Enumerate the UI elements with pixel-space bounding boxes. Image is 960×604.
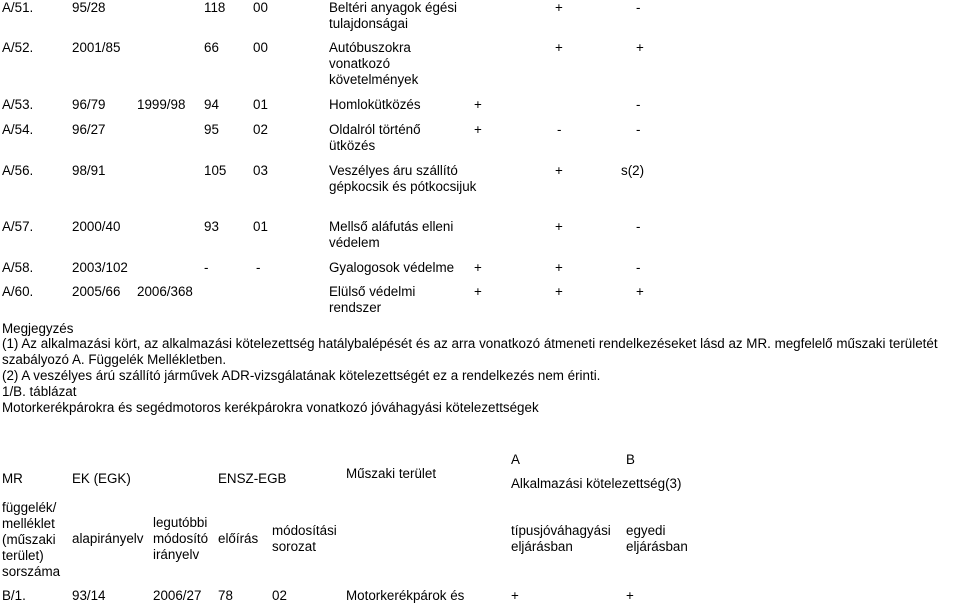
table-label: 1/B. táblázat	[2, 384, 77, 399]
row-series: -	[256, 260, 261, 275]
row-subject: Beltéri anyagok égési tulajdonságai	[329, 0, 458, 31]
row-directive: 2000/40	[72, 219, 121, 234]
row-mark-a: +	[511, 588, 519, 603]
row-directive: 96/27	[72, 122, 106, 137]
row-subject: Elülső védelmi rendszer	[329, 284, 416, 315]
row-subject: Oldalról történő ütközés	[329, 122, 421, 153]
row-mark-2: +	[555, 40, 563, 55]
row-directive: 98/91	[72, 163, 106, 178]
row-id: A/51.	[2, 0, 34, 15]
row-mark-3: -	[636, 260, 641, 275]
row-series: 00	[253, 40, 268, 55]
row-mark-1: +	[474, 97, 482, 112]
row-series: 03	[253, 163, 268, 178]
note-2: (2) A veszélyes árú szállító járművek ADR-vizsgálatának kötelezettségét ez a rendelkezés nem érinti.	[2, 368, 601, 383]
row-series: 02	[253, 122, 268, 137]
row-series: 01	[253, 97, 268, 112]
row-mark-3: +	[636, 40, 644, 55]
subheader-b: egyedi eljárásban	[626, 523, 688, 554]
row-mark-2: +	[555, 260, 563, 275]
row-series: 00	[253, 0, 268, 15]
header-b: B	[626, 452, 635, 467]
row-mark-3: -	[636, 122, 641, 137]
row-mark-2: +	[555, 163, 563, 178]
notes-title: Megjegyzés	[2, 321, 74, 336]
row-mark-2: -	[557, 122, 562, 137]
row-mark-2: +	[555, 0, 563, 15]
row-regulation: 95	[204, 122, 219, 137]
note-1: (1) Az alkalmazási kört, az alkalmazási kötelezettség hatálybalépését és az arra vonatkozó átmeneti rendelkezéseket lásd az MR. megfelelő műszaki területét szabályozó A. Függelék Mellékletben.	[2, 336, 938, 367]
table-title: Motorkerékpárokra és segédmotoros kerékpárokra vonatkozó jóváhagyási kötelezettségek	[2, 400, 539, 415]
row-regulation: 66	[204, 40, 219, 55]
header-a: A	[511, 452, 520, 467]
row-mark-2: +	[555, 219, 563, 234]
row-amending-directive: 2006/368	[137, 284, 193, 299]
row-subject: Veszélyes áru szállító gépkocsik és pótkocsijuk	[329, 163, 477, 194]
row-mark-3: s(2)	[621, 163, 645, 178]
row-subject: Gyalogosok védelme	[329, 260, 455, 275]
row-id: A/52.	[2, 40, 34, 55]
row-directive: 2005/66	[72, 284, 121, 299]
header-kotelezettseg: Alkalmazási kötelezettség(3)	[511, 476, 682, 491]
row-mark-2: +	[555, 284, 563, 299]
subheader-a: típusjóváhagyási eljárásban	[511, 523, 611, 554]
header-ek: EK (EGK)	[72, 471, 131, 486]
row-mark-3: -	[636, 0, 641, 15]
row-regulation: 118	[204, 0, 226, 15]
row-mark-3: -	[636, 97, 641, 112]
row-id: A/58.	[2, 260, 34, 275]
row-regulation: 105	[204, 163, 227, 178]
row-id: B/1.	[2, 588, 26, 603]
header-mr: MR	[2, 471, 23, 486]
row-regulation: 78	[218, 588, 233, 603]
subheader-mr: függelék/ melléklet (műszaki terület) sorszáma	[2, 500, 61, 579]
row-mark-3: -	[636, 219, 641, 234]
row-mark-1: +	[474, 122, 482, 137]
row-id: A/53.	[2, 97, 34, 112]
row-directive: 2003/102	[72, 260, 128, 275]
header-ensz: ENSZ-EGB	[218, 471, 287, 486]
row-mark-1: +	[474, 260, 482, 275]
row-series: 01	[253, 219, 268, 234]
row-regulation: 93	[204, 219, 219, 234]
row-directive: 93/14	[72, 588, 106, 603]
row-directive: 95/28	[72, 0, 106, 15]
subheader-sorozat: módosítási sorozat	[272, 523, 337, 554]
row-id: A/56.	[2, 163, 34, 178]
row-series: 02	[272, 588, 287, 603]
row-subject: Autóbuszokra vonatkozó követelmények	[329, 40, 419, 87]
row-subject: Homlokütközés	[329, 97, 421, 112]
subheader-alapiranyelv: alapirányelv	[72, 531, 144, 546]
row-amending-directive: 2006/27	[153, 588, 202, 603]
header-terulet: Műszaki terület	[346, 466, 437, 481]
row-id: A/57.	[2, 219, 34, 234]
row-mark-3: +	[636, 284, 644, 299]
row-subject: Mellső aláfutás elleni védelem	[329, 219, 454, 250]
subheader-legutobbi: legutóbbi módosító irányelv	[153, 515, 209, 562]
row-directive: 2001/85	[72, 40, 121, 55]
row-mark-b: +	[626, 588, 634, 603]
row-mark-1: +	[474, 284, 482, 299]
subheader-eloiras: előírás	[218, 531, 259, 546]
row-id: A/54.	[2, 122, 34, 137]
row-subject: Motorkerékpárok és	[346, 588, 465, 603]
row-directive: 96/79	[72, 97, 106, 112]
row-amending-directive: 1999/98	[137, 97, 186, 112]
row-id: A/60.	[2, 284, 34, 299]
row-regulation: -	[204, 260, 209, 275]
row-regulation: 94	[204, 97, 219, 112]
